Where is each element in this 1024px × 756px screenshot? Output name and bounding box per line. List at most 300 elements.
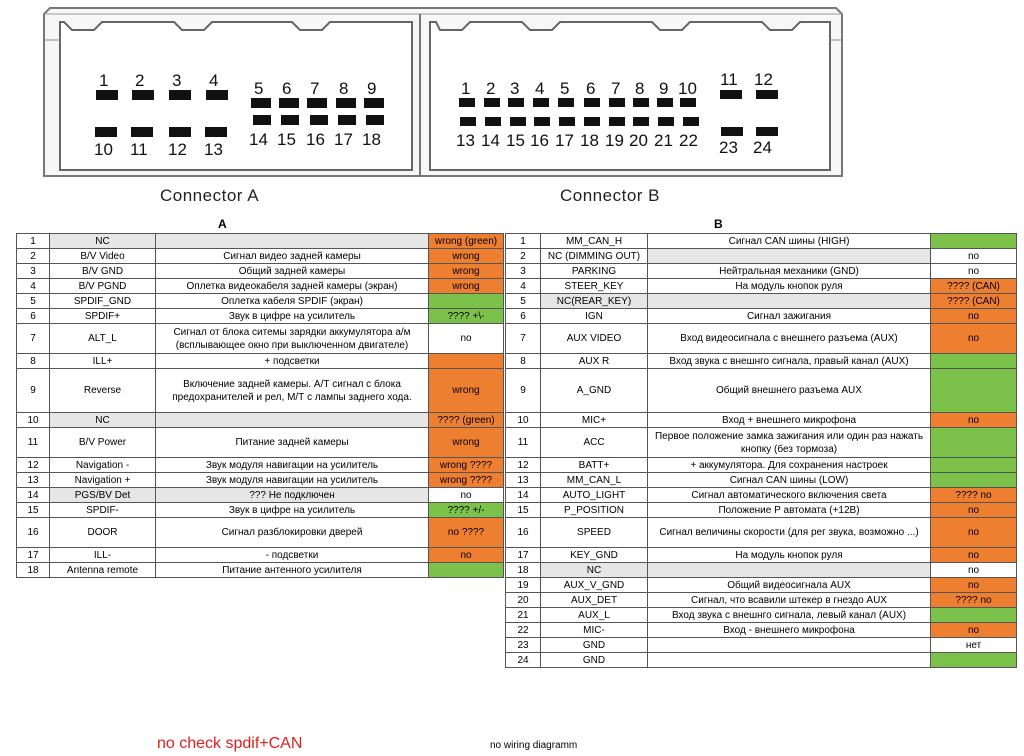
pin-number-cell: 2 bbox=[17, 249, 50, 264]
pin-label-7: 7 bbox=[310, 79, 320, 98]
pin-number-cell: 17 bbox=[506, 548, 541, 563]
pin-label-5: 5 bbox=[254, 79, 264, 98]
status-cell: wrong bbox=[429, 279, 504, 294]
pin-contact-21 bbox=[658, 117, 674, 126]
signal-name-cell: Navigation + bbox=[50, 473, 156, 488]
pin-label-4: 4 bbox=[209, 71, 219, 90]
pin-number-cell: 16 bbox=[506, 518, 541, 548]
pin-number-cell: 15 bbox=[17, 503, 50, 518]
description-cell: На модуль кнопок руля bbox=[648, 279, 931, 294]
table-row bbox=[506, 234, 1017, 249]
pin-contact-6 bbox=[584, 98, 600, 107]
table-row bbox=[17, 413, 504, 428]
pin-label-11: 11 bbox=[130, 140, 148, 159]
pin-number-cell: 24 bbox=[506, 653, 541, 668]
pin-label-3: 3 bbox=[510, 79, 520, 98]
pin-label-13: 13 bbox=[456, 131, 475, 150]
status-cell: wrong bbox=[429, 369, 504, 413]
pin-number-cell: 3 bbox=[17, 264, 50, 279]
pin-number-cell: 4 bbox=[17, 279, 50, 294]
status-cell: ???? +/- bbox=[429, 503, 504, 518]
description-cell: Сигнал разблокировки дверей bbox=[156, 518, 429, 548]
pin-number-cell: 3 bbox=[506, 264, 541, 279]
table-row bbox=[17, 548, 504, 563]
status-cell bbox=[931, 234, 1017, 249]
status-cell: wrong bbox=[429, 428, 504, 458]
signal-name-cell: AUX_V_GND bbox=[541, 578, 648, 593]
status-cell: wrong ???? bbox=[429, 458, 504, 473]
description-cell: Оплетка кабеля SPDIF (экран) bbox=[156, 294, 429, 309]
connector-a-table bbox=[16, 233, 504, 578]
description-cell: Общий внешнего разъема AUX bbox=[648, 369, 931, 413]
pin-label-6: 6 bbox=[282, 79, 292, 98]
table-row bbox=[506, 623, 1017, 638]
signal-name-cell: NC (DIMMING OUT) bbox=[541, 249, 648, 264]
pin-number-cell: 5 bbox=[17, 294, 50, 309]
status-cell: no bbox=[931, 324, 1017, 354]
status-cell: no bbox=[931, 309, 1017, 324]
status-cell: ???? (CAN) bbox=[931, 294, 1017, 309]
table-row bbox=[17, 309, 504, 324]
table-row bbox=[506, 638, 1017, 653]
signal-name-cell: MIC+ bbox=[541, 413, 648, 428]
description-cell: Сигнал от блока ситемы зарядки аккумулятора а/м (всплывающее окно при выключенном двигателе) bbox=[156, 324, 429, 354]
pin-contact-16 bbox=[534, 117, 550, 126]
table-row bbox=[17, 264, 504, 279]
pin-label-9: 9 bbox=[367, 79, 377, 98]
pin-contact-7 bbox=[609, 98, 625, 107]
pin-label-12: 12 bbox=[168, 140, 187, 159]
table-row bbox=[506, 608, 1017, 623]
pin-label-14: 14 bbox=[249, 130, 268, 149]
pin-label-23: 23 bbox=[719, 138, 738, 157]
pin-contact-16 bbox=[310, 115, 328, 125]
pin-number-cell: 9 bbox=[17, 369, 50, 413]
description-cell bbox=[648, 638, 931, 653]
pin-label-21: 21 bbox=[654, 131, 673, 150]
status-cell: ???? (CAN) bbox=[931, 279, 1017, 294]
pin-number-cell: 15 bbox=[506, 503, 541, 518]
table-row bbox=[506, 428, 1017, 458]
pin-contact-18 bbox=[584, 117, 600, 126]
description-cell: Звук модуля навигации на усилитель bbox=[156, 473, 429, 488]
pin-label-16: 16 bbox=[306, 130, 325, 149]
signal-name-cell: ACC bbox=[541, 428, 648, 458]
description-cell: Положение Р автомата (+12В) bbox=[648, 503, 931, 518]
connector-a-label: Connector A bbox=[160, 186, 260, 205]
pin-contact-1 bbox=[96, 90, 118, 100]
table-row bbox=[506, 324, 1017, 354]
pin-number-cell: 14 bbox=[506, 488, 541, 503]
description-cell: На модуль кнопок руля bbox=[648, 548, 931, 563]
pin-contact-3 bbox=[169, 90, 191, 100]
pin-number-cell: 10 bbox=[506, 413, 541, 428]
pin-label-10: 10 bbox=[678, 79, 697, 98]
pin-number-cell: 19 bbox=[506, 578, 541, 593]
signal-name-cell: IGN bbox=[541, 309, 648, 324]
pin-number-cell: 8 bbox=[506, 354, 541, 369]
status-cell bbox=[931, 354, 1017, 369]
pin-number-cell: 1 bbox=[506, 234, 541, 249]
description-cell: Сигнал величины скорости (для рег звука, возможно ...) bbox=[648, 518, 931, 548]
pin-contact-19 bbox=[609, 117, 625, 126]
table-row bbox=[17, 503, 504, 518]
description-cell bbox=[156, 234, 429, 249]
status-cell bbox=[429, 354, 504, 369]
pin-number-cell: 11 bbox=[506, 428, 541, 458]
pin-contact-2 bbox=[484, 98, 500, 107]
pin-number-cell: 10 bbox=[17, 413, 50, 428]
table-row bbox=[506, 548, 1017, 563]
status-cell: wrong (green) bbox=[429, 234, 504, 249]
status-cell: ???? +\- bbox=[429, 309, 504, 324]
pin-contact-15 bbox=[281, 115, 299, 125]
connector-drawing bbox=[0, 0, 1024, 215]
pin-label-16: 16 bbox=[530, 131, 549, 150]
description-cell: + аккумулятора. Для сохранения настроек bbox=[648, 458, 931, 473]
pin-label-17: 17 bbox=[555, 131, 574, 150]
description-cell: Сигнал зажигания bbox=[648, 309, 931, 324]
connector-b-label: Connector B bbox=[560, 186, 660, 205]
description-cell: Звук в цифре на усилитель bbox=[156, 503, 429, 518]
table-row bbox=[506, 653, 1017, 668]
signal-name-cell: B/V GND bbox=[50, 264, 156, 279]
signal-name-cell: AUX R bbox=[541, 354, 648, 369]
description-cell: Общий видеосигнала AUX bbox=[648, 578, 931, 593]
pin-contact-17 bbox=[338, 115, 356, 125]
pin-contact-9 bbox=[657, 98, 673, 107]
status-cell bbox=[931, 608, 1017, 623]
table-row bbox=[17, 488, 504, 503]
description-cell bbox=[648, 249, 931, 264]
pin-contact-8 bbox=[336, 98, 356, 108]
signal-name-cell: AUX_DET bbox=[541, 593, 648, 608]
signal-name-cell: AUX VIDEO bbox=[541, 324, 648, 354]
no-wiring-note: no wiring diagramm bbox=[490, 740, 578, 751]
status-cell: no bbox=[429, 324, 504, 354]
pin-label-24: 24 bbox=[753, 138, 772, 157]
description-cell bbox=[648, 294, 931, 309]
table-row bbox=[506, 473, 1017, 488]
pin-number-cell: 17 bbox=[17, 548, 50, 563]
description-cell: Вход + внешнего микрофона bbox=[648, 413, 931, 428]
pin-label-1: 1 bbox=[99, 71, 109, 90]
signal-name-cell: MIC- bbox=[541, 623, 648, 638]
pin-label-9: 9 bbox=[659, 79, 669, 98]
pin-number-cell: 14 bbox=[17, 488, 50, 503]
pin-label-4: 4 bbox=[535, 79, 545, 98]
table-row bbox=[17, 518, 504, 548]
status-cell: ???? no bbox=[931, 488, 1017, 503]
signal-name-cell: GND bbox=[541, 638, 648, 653]
pin-contact-11 bbox=[720, 90, 742, 99]
table-row bbox=[17, 324, 504, 354]
description-cell: Звук в цифре на усилитель bbox=[156, 309, 429, 324]
table-row bbox=[506, 503, 1017, 518]
table-row bbox=[17, 563, 504, 578]
description-cell: Сигнал видео задней камеры bbox=[156, 249, 429, 264]
pin-number-cell: 22 bbox=[506, 623, 541, 638]
description-cell: Сигнал автоматического включения света bbox=[648, 488, 931, 503]
description-cell: Вход звука с внешнго сигнала, левый канал (AUX) bbox=[648, 608, 931, 623]
signal-name-cell: AUX_L bbox=[541, 608, 648, 623]
signal-name-cell: A_GND bbox=[541, 369, 648, 413]
pin-label-10: 10 bbox=[94, 140, 113, 159]
status-cell: ???? (green) bbox=[429, 413, 504, 428]
connector-diagram bbox=[0, 0, 1024, 215]
pin-contact-13 bbox=[460, 117, 476, 126]
table-row bbox=[506, 264, 1017, 279]
table-row bbox=[506, 593, 1017, 608]
description-cell: Вход - внешнего микрофона bbox=[648, 623, 931, 638]
table-row bbox=[17, 294, 504, 309]
signal-name-cell: B/V Power bbox=[50, 428, 156, 458]
pin-number-cell: 13 bbox=[506, 473, 541, 488]
table-row bbox=[506, 413, 1017, 428]
pin-contact-6 bbox=[279, 98, 299, 108]
description-cell: Питание задней камеры bbox=[156, 428, 429, 458]
status-cell: no bbox=[931, 548, 1017, 563]
pin-label-8: 8 bbox=[339, 79, 349, 98]
status-cell: no bbox=[931, 503, 1017, 518]
pin-contact-10 bbox=[680, 98, 696, 107]
pin-label-18: 18 bbox=[580, 131, 599, 150]
signal-name-cell: AUTO_LIGHT bbox=[541, 488, 648, 503]
signal-name-cell: MM_CAN_H bbox=[541, 234, 648, 249]
table-row bbox=[17, 369, 504, 413]
description-cell: Сигнал CAN шины (HIGH) bbox=[648, 234, 931, 249]
signal-name-cell: SPEED bbox=[541, 518, 648, 548]
pin-contact-4 bbox=[533, 98, 549, 107]
status-cell bbox=[429, 294, 504, 309]
pin-contact-5 bbox=[558, 98, 574, 107]
status-cell: нет bbox=[931, 638, 1017, 653]
table-row bbox=[17, 473, 504, 488]
description-cell: + подсветки bbox=[156, 354, 429, 369]
status-cell: no bbox=[931, 623, 1017, 638]
signal-name-cell: ALT_L bbox=[50, 324, 156, 354]
table-a-title: A bbox=[218, 217, 227, 231]
signal-name-cell: PARKING bbox=[541, 264, 648, 279]
pin-contact-12 bbox=[169, 127, 191, 137]
table-row bbox=[506, 309, 1017, 324]
no-check-note: no check spdif+CAN bbox=[157, 735, 303, 752]
description-cell bbox=[648, 563, 931, 578]
pin-label-15: 15 bbox=[277, 130, 296, 149]
table-row bbox=[506, 279, 1017, 294]
pin-label-12: 12 bbox=[754, 70, 773, 89]
pin-number-cell: 13 bbox=[17, 473, 50, 488]
status-cell bbox=[931, 473, 1017, 488]
pin-number-cell: 16 bbox=[17, 518, 50, 548]
pin-label-19: 19 bbox=[605, 131, 624, 150]
pin-number-cell: 9 bbox=[506, 369, 541, 413]
status-cell: no bbox=[931, 413, 1017, 428]
pin-label-3: 3 bbox=[172, 71, 182, 90]
table-row bbox=[506, 518, 1017, 548]
pin-label-11: 11 bbox=[720, 70, 738, 89]
pin-contact-2 bbox=[132, 90, 154, 100]
pin-contact-24 bbox=[756, 127, 778, 136]
description-cell: Общий задней камеры bbox=[156, 264, 429, 279]
table-row bbox=[17, 249, 504, 264]
pin-number-cell: 4 bbox=[506, 279, 541, 294]
pin-label-7: 7 bbox=[611, 79, 621, 98]
status-cell: no bbox=[931, 518, 1017, 548]
status-cell: no bbox=[429, 488, 504, 503]
table-row bbox=[17, 279, 504, 294]
pin-number-cell: 7 bbox=[17, 324, 50, 354]
table-row bbox=[506, 563, 1017, 578]
table-row bbox=[506, 578, 1017, 593]
pin-number-cell: 1 bbox=[17, 234, 50, 249]
status-cell: no ???? bbox=[429, 518, 504, 548]
status-cell bbox=[931, 458, 1017, 473]
table-row bbox=[506, 369, 1017, 413]
description-cell: Питание антенного усилителя bbox=[156, 563, 429, 578]
signal-name-cell: MM_CAN_L bbox=[541, 473, 648, 488]
signal-name-cell: GND bbox=[541, 653, 648, 668]
pin-contact-1 bbox=[459, 98, 475, 107]
pin-contact-7 bbox=[307, 98, 327, 108]
signal-name-cell: Antenna remote bbox=[50, 563, 156, 578]
status-cell bbox=[931, 369, 1017, 413]
pin-number-cell: 8 bbox=[17, 354, 50, 369]
status-cell: no bbox=[931, 578, 1017, 593]
pin-contact-10 bbox=[95, 127, 117, 137]
status-cell: no bbox=[931, 264, 1017, 279]
status-cell bbox=[429, 563, 504, 578]
signal-name-cell: P_POSITION bbox=[541, 503, 648, 518]
connector-b-table bbox=[505, 233, 1017, 668]
pin-label-2: 2 bbox=[135, 71, 145, 90]
pin-number-cell: 20 bbox=[506, 593, 541, 608]
description-cell: - подсветки bbox=[156, 548, 429, 563]
description-cell: Первое положение замка зажигания или один раз нажать кнопку (без тормоза) bbox=[648, 428, 931, 458]
description-cell bbox=[156, 413, 429, 428]
pin-contact-23 bbox=[721, 127, 743, 136]
pin-contact-3 bbox=[508, 98, 524, 107]
pin-contact-14 bbox=[485, 117, 501, 126]
table-row bbox=[506, 249, 1017, 264]
pin-contact-4 bbox=[206, 90, 228, 100]
description-cell: Сигнал CAN шины (LOW) bbox=[648, 473, 931, 488]
pin-contact-8 bbox=[633, 98, 649, 107]
status-cell bbox=[931, 653, 1017, 668]
pin-label-2: 2 bbox=[486, 79, 496, 98]
pin-number-cell: 12 bbox=[506, 458, 541, 473]
description-cell: ??? Не подключен bbox=[156, 488, 429, 503]
signal-name-cell: DOOR bbox=[50, 518, 156, 548]
table-b-title: B bbox=[714, 217, 723, 231]
pin-number-cell: 21 bbox=[506, 608, 541, 623]
description-cell bbox=[648, 653, 931, 668]
signal-name-cell: SPDIF- bbox=[50, 503, 156, 518]
pin-number-cell: 18 bbox=[506, 563, 541, 578]
signal-name-cell: SPDIF_GND bbox=[50, 294, 156, 309]
pin-label-20: 20 bbox=[629, 131, 648, 150]
signal-name-cell: ILL- bbox=[50, 548, 156, 563]
signal-name-cell: PGS/BV Det bbox=[50, 488, 156, 503]
pin-label-14: 14 bbox=[481, 131, 500, 150]
signal-name-cell: B/V Video bbox=[50, 249, 156, 264]
pin-contact-12 bbox=[756, 90, 778, 99]
status-cell: no bbox=[931, 249, 1017, 264]
description-cell: Звук модуля навигации на усилитель bbox=[156, 458, 429, 473]
signal-name-cell: B/V PGND bbox=[50, 279, 156, 294]
table-row bbox=[506, 458, 1017, 473]
description-cell: Сигнал, что всавили штекер в гнездо AUX bbox=[648, 593, 931, 608]
pin-contact-9 bbox=[364, 98, 384, 108]
status-cell: no bbox=[931, 563, 1017, 578]
signal-name-cell: Navigation - bbox=[50, 458, 156, 473]
signal-name-cell: ILL+ bbox=[50, 354, 156, 369]
pin-number-cell: 11 bbox=[17, 428, 50, 458]
status-cell: wrong ???? bbox=[429, 473, 504, 488]
pin-label-6: 6 bbox=[586, 79, 596, 98]
signal-name-cell: KEY_GND bbox=[541, 548, 648, 563]
status-cell: wrong bbox=[429, 249, 504, 264]
pin-number-cell: 23 bbox=[506, 638, 541, 653]
table-row bbox=[17, 458, 504, 473]
description-cell: Включение задней камеры. А/Т сигнал с блока предохранителей и рел, М/Т с лампы заднего хода. bbox=[156, 369, 429, 413]
status-cell: no bbox=[429, 548, 504, 563]
pin-label-5: 5 bbox=[560, 79, 570, 98]
table-row bbox=[506, 354, 1017, 369]
signal-name-cell: NC(REAR_KEY) bbox=[541, 294, 648, 309]
table-row bbox=[506, 294, 1017, 309]
pin-label-1: 1 bbox=[461, 79, 471, 98]
pin-number-cell: 12 bbox=[17, 458, 50, 473]
signal-name-cell: NC bbox=[50, 413, 156, 428]
pin-contact-20 bbox=[633, 117, 649, 126]
pin-label-22: 22 bbox=[679, 131, 698, 150]
pin-contact-5 bbox=[251, 98, 271, 108]
pin-label-17: 17 bbox=[334, 130, 353, 149]
status-cell: ???? no bbox=[931, 593, 1017, 608]
pin-contact-13 bbox=[205, 127, 227, 137]
signal-name-cell: NC bbox=[541, 563, 648, 578]
pin-contact-17 bbox=[559, 117, 575, 126]
pin-number-cell: 18 bbox=[17, 563, 50, 578]
description-cell: Вход звука с внешнго сигнала, правый канал (AUX) bbox=[648, 354, 931, 369]
description-cell: Оплетка видеокабеля задней камеры (экран) bbox=[156, 279, 429, 294]
pin-number-cell: 6 bbox=[506, 309, 541, 324]
pin-contact-18 bbox=[366, 115, 384, 125]
signal-name-cell: BATT+ bbox=[541, 458, 648, 473]
status-cell bbox=[931, 428, 1017, 458]
table-row bbox=[506, 488, 1017, 503]
description-cell: Нейтральная механики (GND) bbox=[648, 264, 931, 279]
signal-name-cell: SPDIF+ bbox=[50, 309, 156, 324]
table-row bbox=[17, 234, 504, 249]
pin-number-cell: 6 bbox=[17, 309, 50, 324]
pin-label-13: 13 bbox=[204, 140, 223, 159]
pin-label-8: 8 bbox=[635, 79, 645, 98]
pin-contact-22 bbox=[683, 117, 699, 126]
pin-contact-11 bbox=[131, 127, 153, 137]
pin-number-cell: 2 bbox=[506, 249, 541, 264]
pin-label-18: 18 bbox=[362, 130, 381, 149]
pin-label-15: 15 bbox=[506, 131, 525, 150]
table-row bbox=[17, 354, 504, 369]
signal-name-cell: NC bbox=[50, 234, 156, 249]
pin-contact-15 bbox=[510, 117, 526, 126]
signal-name-cell: Reverse bbox=[50, 369, 156, 413]
pin-number-cell: 5 bbox=[506, 294, 541, 309]
pin-number-cell: 7 bbox=[506, 324, 541, 354]
status-cell: wrong bbox=[429, 264, 504, 279]
